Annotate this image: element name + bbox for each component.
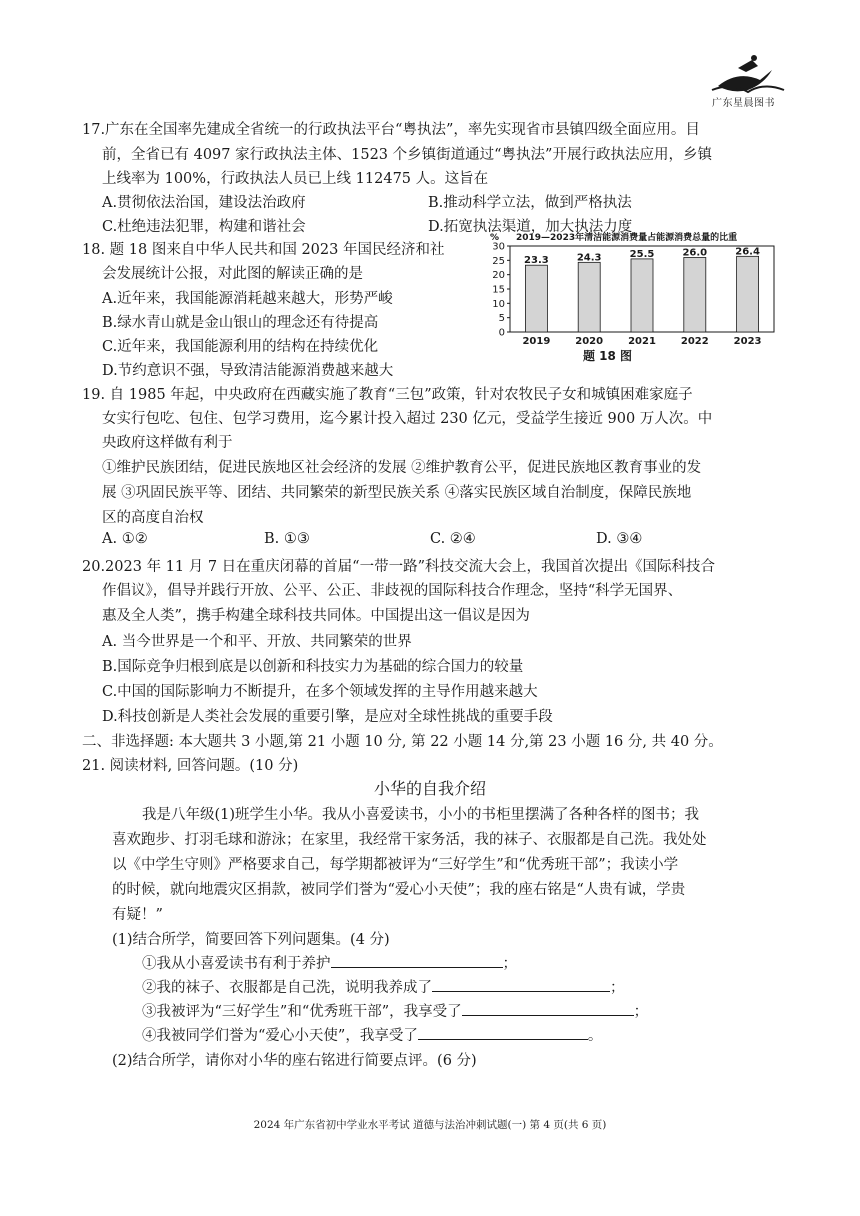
q21-fill-item-4-end: 。 [587, 1028, 603, 1044]
q21-fill-item-1 [142, 952, 517, 973]
bar-2023 [737, 256, 759, 332]
x-tick-label: 2021 [628, 336, 656, 347]
q21-fill-item-3-end: ； [633, 1004, 649, 1020]
q20-option-d: D.科技创新是人类社会发展的重要引擎，是应对全球性挑战的重要手段 [102, 709, 553, 725]
publisher-logo-text: 广东星晨图书 [712, 98, 775, 109]
q17-option-c: C.杜绝违法犯罪，构建和谐社会 [102, 219, 306, 235]
bar-value-label: 23.3 [524, 255, 549, 267]
q18-option-b: B.绿水青山就是金山银山的理念还有待提高 [102, 315, 379, 331]
q17-line-1: 17.广东在全国率先建成全省统一的行政执法平台“粤执法”，率先实现省市县镇四级全面应用。目 [82, 122, 700, 138]
bar-value-label: 26.0 [682, 247, 708, 259]
q17-line-2: 前，全省已有 4097 家行政执法主体、1523 个乡镇街道通过“粤执法”开展行政执法应用，乡镇 [102, 147, 712, 163]
q19-line-3: 央政府这样做有利于 [102, 435, 233, 451]
q19-option-a: A. ①② [102, 531, 148, 547]
q20-option-b: B.国际竞争归根到底是以创新和科技实力为基础的综合国力的较量 [102, 659, 524, 675]
bar-value-label: 24.3 [576, 252, 602, 264]
q17-option-b: B.推动科学立法，做到严格执法 [428, 195, 632, 211]
q20-option-c: C.中国的国际影响力不断提升，在多个领域发挥的主导作用越来越大 [102, 684, 538, 700]
q18-option-a: A.近年来，我国能源消耗越来越大，形势严峻 [102, 291, 393, 307]
y-tick-label: 5 [498, 313, 505, 325]
q21-header: 21. 阅读材料, 回答问题。(10 分) [82, 758, 299, 774]
answer-blank-4[interactable] [418, 1025, 588, 1040]
q21-fill-item-3-text: ③我被评为“三好学生”和“优秀班干部”，我享受了 [142, 1004, 462, 1020]
bar-value-label: 26.4 [735, 246, 760, 258]
q21-paragraph-line-5: 有疑！” [112, 907, 163, 923]
q17-option-d: D.拓宽执法渠道，加大执法力度 [428, 219, 633, 235]
q21-fill-item-3 [142, 1000, 648, 1021]
q21-paragraph-line-4: 的时候，就向地震灾区捐款，被同学们誉为“爱心小天使”；我的座右铭是“人贵有诚，学贵 [112, 882, 686, 898]
answer-blank-3[interactable] [462, 1001, 634, 1016]
q21-fill-item-4-text: ④我被同学们誉为“爱心小天使”，我享受了 [142, 1028, 418, 1044]
y-tick-label: 30 [492, 241, 505, 253]
y-tick-label: 15 [492, 284, 505, 296]
q20-line-2: 作倡议》，倡导并践行开放、公平、公正、非歧视的国际科技合作理念，坚持“科学无国界、 [102, 583, 683, 599]
q21-sub-question-1: (1)结合所学，简要回答下列问题集。(4 分) [112, 932, 390, 948]
x-tick-label: 2022 [680, 336, 709, 347]
bar-2022 [684, 257, 706, 332]
bar-2019 [525, 265, 547, 332]
q21-paragraph-line-3: 以《中学生守则》严格要求自己，每学期都被评为“三好学生”和“优秀班干部”；我读小学 [112, 857, 679, 873]
chart-title: 2019—2023年清洁能源消费量占能源消费总量的比重 [516, 233, 738, 243]
q21-paragraph-line-2: 喜欢跑步、打羽毛球和游泳；在家里，我经常干家务活，我的袜子、衣服都是自己洗。我处处 [112, 832, 707, 848]
q19-line-1: 19. 自 1985 年起，中央政府在西藏实施了教育“三包”政策，针对农牧民子女和城镇困难家庭子 [82, 387, 693, 403]
bar-2020 [578, 262, 600, 332]
q21-fill-item-2-text: ②我的袜子、衣服都是自己洗，说明我养成了 [142, 980, 432, 996]
q19-option-b: B. ①③ [264, 531, 310, 547]
q21-sub-question-2: (2)结合所学，请你对小华的座右铭进行简要点评。(6 分) [112, 1053, 477, 1069]
q19-option-d: D. ③④ [596, 531, 643, 547]
q18-option-c: C.近年来，我国能源利用的结构在持续优化 [102, 339, 379, 355]
q21-fill-item-1-end: ； [502, 956, 517, 972]
q20-option-a: A. 当今世界是一个和平、开放、共同繁荣的世界 [102, 634, 412, 650]
q21-paragraph-line-1: 我是八年级(1)班学生小华。我从小喜爱读书，小小的书柜里摆满了各种各样的图书；我 [142, 807, 700, 823]
q18-line-1: 18. 题 18 图来自中华人民共和国 2023 年国民经济和社 [82, 242, 445, 258]
q20-line-1: 20.2023 年 11 月 7 日在重庆闭幕的首届“一带一路”科技交流大会上，我国首次提出《国际科技合 [82, 559, 716, 575]
answer-blank-2[interactable] [432, 977, 610, 992]
x-tick-label: 2019 [522, 336, 551, 347]
q17-line-3: 上线率为 100%，行政执法人员已上线 112475 人。这旨在 [102, 171, 489, 187]
y-tick-label: 10 [492, 298, 505, 310]
y-tick-label: 25 [492, 255, 505, 267]
q21-material-title: 小华的自我介绍 [373, 779, 486, 798]
chart-caption: 题 18 图 [583, 349, 633, 363]
q18-option-d: D.节约意识不强，导致清洁能源消费越来越大 [102, 363, 394, 379]
bar-value-label: 25.5 [629, 248, 655, 260]
y-tick-label: 0 [498, 327, 505, 339]
section-2-heading: 二、非选择题: 本大题共 3 小题,第 21 小题 10 分, 第 22 小题 14 分,第 23 小题 16 分, 共 40 分。 [82, 734, 723, 750]
y-axis-unit: % [490, 233, 500, 243]
q18-line-2: 会发展统计公报，对此图的解读正确的是 [102, 266, 363, 282]
x-tick-label: 2020 [575, 336, 604, 347]
q19-line-5: 展 ③巩固民族平等、团结、共同繁荣的新型民族关系 ④落实民族区域自治制度，保障民族地 [102, 485, 692, 501]
clean-energy-bar-chart [484, 230, 780, 364]
answer-blank-1[interactable] [331, 953, 503, 968]
q19-line-6: 区的高度自治权 [102, 510, 204, 526]
q19-line-4: ①维护民族团结，促进民族地区社会经济的发展 ②维护教育公平，促进民族地区教育事业的发 [102, 460, 702, 476]
q21-fill-item-2-end: ； [610, 980, 625, 996]
q21-fill-item-2 [142, 976, 625, 997]
q19-option-c: C. ②④ [430, 531, 476, 547]
q19-line-2: 女实行包吃、包住、包学习费用，迄今累计投入超过 230 亿元，受益学生接近 900 万人次。中 [102, 411, 713, 427]
page-footer: 2024 年广东省初中学业水平考试 道德与法治冲刺试题(一) 第 4 页(共 6 页) [253, 1119, 607, 1131]
q21-fill-item-4 [142, 1024, 602, 1045]
bar-2021 [631, 259, 653, 332]
q21-fill-item-1-text: ①我从小喜爱读书有利于养护 [142, 956, 331, 972]
x-tick-label: 2023 [733, 336, 762, 347]
q17-option-a: A.贯彻依法治国，建设法治政府 [102, 195, 306, 211]
q20-line-3: 惠及全人类”，携手构建全球科技共同体。中国提出这一倡议是因为 [102, 608, 530, 624]
y-tick-label: 20 [492, 270, 505, 282]
